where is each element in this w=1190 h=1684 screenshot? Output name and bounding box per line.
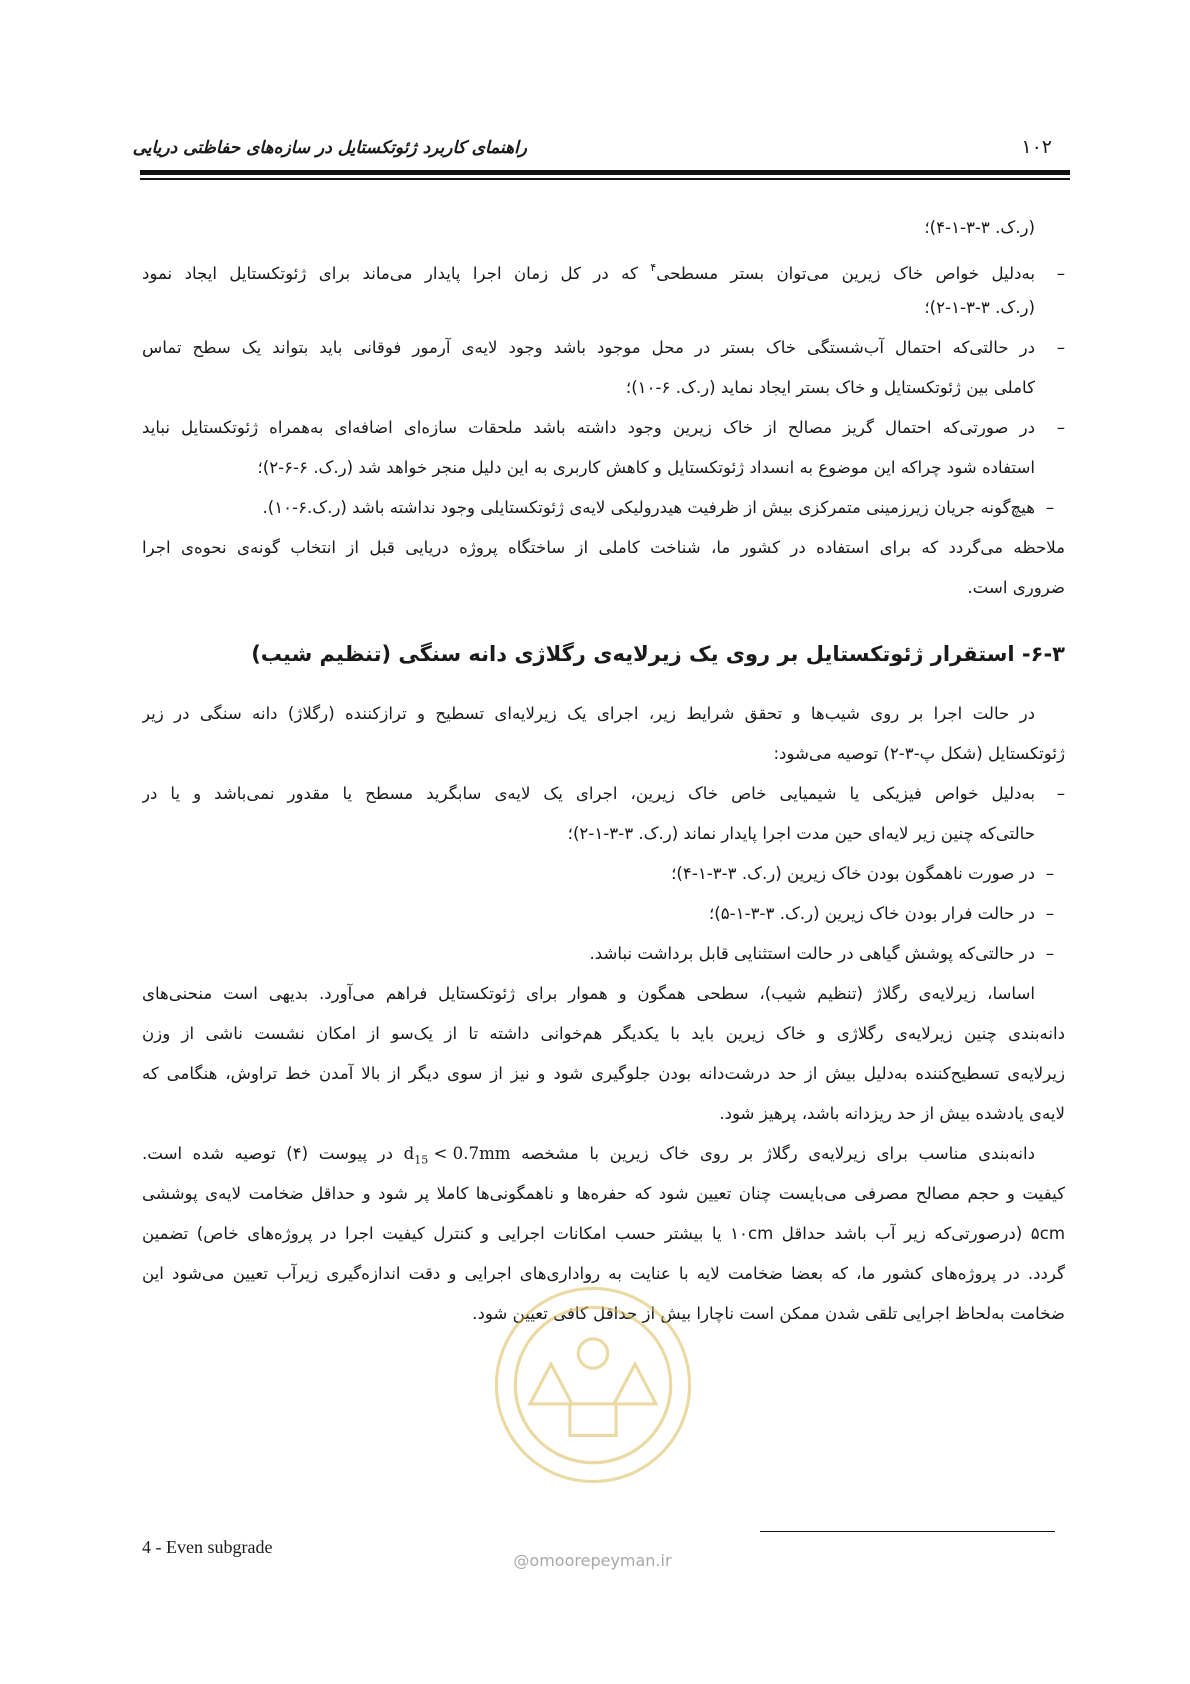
continued-reference: (ر.ک. ۳-۳-۱-۴)؛ <box>924 218 1035 237</box>
dash-bullet: – <box>1056 338 1065 357</box>
section-heading: ۶-۳- استقرار ژئوتکستایل بر روی یک زیرلایه‌ی رگلاژی دانه سنگی (تنظیم شیب) <box>251 642 1065 666</box>
paragraph-line: دانه‌بندی چنین زیرلایه‌ی رگلاژی و خاک زیرین باید با یکدیگر هم‌خوانی داشته تا از یک‌سو از امکان نشست ناشی از وزن <box>142 1024 1065 1043</box>
list-item: –در حالتی‌که پوشش گیاهی در حالت استثنایی قابل برداشت نباشد. <box>142 934 1065 974</box>
page-body <box>142 208 1065 1334</box>
dash-bullet: – <box>1045 904 1055 923</box>
header-rule-thick <box>140 170 1070 175</box>
list-item: –در حالت فرار بودن خاک زیرین (ر.ک. ۳-۳-۱-۵)؛ <box>142 894 1065 934</box>
header-rule-thin <box>140 178 1070 180</box>
paragraph-line: ملاحظه می‌گردد که برای استفاده در کشور ما، شناخت کاملی از ساختگاه پروژه دریایی قبل از انتخاب گونه‌ی نحوه‌ی اجرا <box>142 538 1065 557</box>
list-item-continuation: (ر.ک. ۳-۳-۱-۲)؛ <box>924 298 1035 317</box>
page-number: ۱۰۲ <box>1021 136 1052 158</box>
footnote-rule <box>760 1531 1055 1532</box>
paragraph-line: ۵cm (درصورتی‌که زیر آب باشد حداقل ۱۰cm یا بیشتر حسب امکانات اجرایی و کنترل کیفیت اجرا در پروژه‌های خاص) تضمین <box>142 1224 1065 1243</box>
dash-bullet: – <box>1056 418 1065 437</box>
dash-bullet: – <box>1056 784 1065 803</box>
list-item: –به‌دلیل خواص فیزیکی یا شیمیایی خاص خاک زیرین، اجرای یک لایه‌ی سابگرید مسطح یا مقدور نمی‌باشد و یا در <box>142 774 1065 814</box>
footnote-marker: ۴ <box>650 261 657 274</box>
list-item: –هیچ‌گونه جریان زیرزمینی متمرکزی بیش از ظرفیت هیدرولیکی لایه‌ی ژئوتکستایلی وجود نداشته باشد (ر.ک.۶-۱۰). <box>142 488 1065 528</box>
paragraph-line: ضخامت به‌لحاظ اجرایی تلقی شدن ممکن است ناچارا بیش از حداقل کافی تعیین شود. <box>472 1304 1065 1323</box>
list-item-continuation: استفاده شود چراکه این موضوع به انسداد ژئوتکستایل و کاهش کاربری به این دلیل منجر خواهد شد (ر.ک. ۶-۶-۲)؛ <box>257 458 1035 477</box>
list-item: –در حالتی‌که احتمال آب‌شستگی خاک بستر در محل موجود باشد وجود لایه‌ی آرمور فوقانی باید بتواند یک سطح تماس <box>142 328 1065 368</box>
list-item-continuation: حالتی‌که چنین زیر لایه‌ای حین مدت اجرا پایدار نماند (ر.ک. ۳-۳-۱-۲)؛ <box>567 824 1035 843</box>
paragraph-line: گردد. در پروژه‌های کشور ما، که بعضا ضخامت لایه با عنایت به رواداری‌های اجرایی و دقت اندازه‌گیری زیرآب تعیین می‌شود این <box>142 1264 1065 1283</box>
paragraph-line: لایه‌ی یادشده بیش از حد ریزدانه باشد، پرهیز شود. <box>719 1104 1065 1123</box>
dash-bullet: – <box>1045 864 1055 883</box>
watermark-seal-icon <box>488 1280 698 1490</box>
paragraph-line: دانه‌بندی مناسب برای زیرلایه‌ی رگلاژ بر روی خاک زیرین با مشخصه $d_{15} < 0.7mm$ در پیوست (۴) توصیه شده است. <box>142 1134 1065 1174</box>
paragraph-line: اساسا، زیرلایه‌ی رگلاژ (تنظیم شیب)، سطحی همگون و هموار برای ژئوتکستایل فراهم می‌آورد. بدیهی است منحنی‌های <box>142 984 1035 1003</box>
list-item: –در صورت ناهمگون بودن خاک زیرین (ر.ک. ۳-۳-۱-۴)؛ <box>142 854 1065 894</box>
paragraph-line: کیفیت و حجم مصالح مصرفی می‌بایست چنان تعیین شود که حفره‌ها و ناهمگونی‌ها کاملا پر شود و حداقل ضخامت لایه‌ی پوششی <box>142 1184 1065 1203</box>
list-item: –به‌دلیل خواص خاک زیرین می‌توان بستر مسطحی$^۴$ که در کل زمان اجرا پایدار می‌ماند برای ژئوتکستایل ایجاد نمود <box>142 248 1065 288</box>
watermark-url: @omoorepeyman.ir <box>513 1551 672 1570</box>
paragraph-line: زیرلایه‌ی تسطیح‌کننده به‌دلیل بیش از حد درشت‌دانه بودن جلوگیری شود و نیز از سوی دیگر از بالا آمدن خط تراوش، هنگامی که <box>142 1064 1065 1083</box>
footnote: 4 - Even subgrade <box>142 1537 273 1557</box>
dash-bullet: – <box>1056 264 1065 283</box>
list-item: –در صورتی‌که احتمال گریز مصالح از خاک زیرین وجود داشته باشد ملحقات سازه‌ای اضافه‌ای به‌همراه ژئوتکستایل نباید <box>142 408 1065 448</box>
list-item-continuation: کاملی بین ژئوتکستایل و خاک بستر ایجاد نماید (ر.ک. ۶-۱۰)؛ <box>625 378 1035 397</box>
running-title: راهنمای کاربرد ژئوتکستایل در سازه‌های حفاظتی دریایی <box>132 138 527 158</box>
paragraph-line: ژئوتکستایل (شکل پ-۳-۲) توصیه می‌شود: <box>773 744 1065 763</box>
dash-bullet: – <box>1045 944 1055 963</box>
grain-size-formula: $d_{15} < 0.7mm$ <box>403 1144 511 1167</box>
paragraph-line: در حالت اجرا بر روی شیب‌ها و تحقق شرایط زیر، اجرای یک زیرلایه‌ای تسطیح و ترازکننده (رگلاژ) دانه سنگی در زیر <box>142 704 1035 723</box>
paragraph-line: ضروری است. <box>967 578 1065 597</box>
dash-bullet: – <box>1045 498 1055 517</box>
